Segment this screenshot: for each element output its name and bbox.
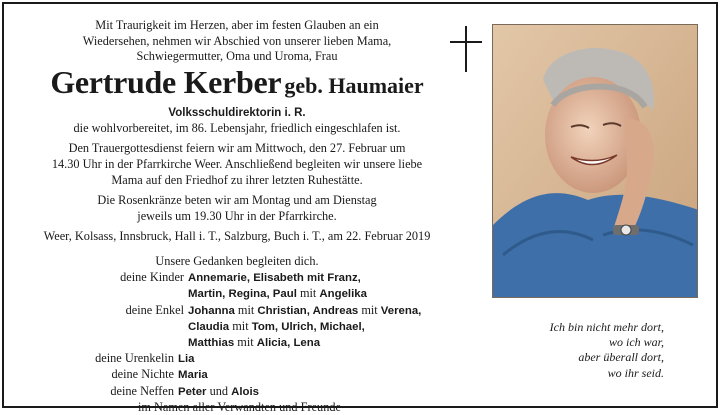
memorial-quote <box>498 320 698 381</box>
relative-names: Peter <box>178 385 207 398</box>
rosary-line: jeweils um 19.30 Uhr in der Pfarrkirche. <box>137 208 337 223</box>
place-date: Weer, Kolsass, Innsbruck, Hall i. T., Salzburg, Buch i. T., am 22. Februar 2019 <box>43 229 431 244</box>
relation-label: deine Urenkelin <box>95 351 174 366</box>
connector-text: und <box>206 383 232 398</box>
connector-text: mit <box>234 302 258 317</box>
relation-label: deine Kinder <box>120 270 184 285</box>
portrait-photo <box>492 24 698 298</box>
relation-label: deine Nichte <box>111 367 174 382</box>
relative-names: Maria <box>178 369 208 382</box>
birth-name: geb. Haumaier <box>284 72 424 98</box>
relative-names: Christian, Andreas <box>257 304 359 317</box>
list-item <box>22 335 452 351</box>
thoughts-line: Unsere Gedanken begleiten dich. <box>155 254 319 268</box>
relative-names: Lia <box>178 353 195 366</box>
list-item <box>22 286 452 302</box>
relation-label: deine Neffen <box>110 383 174 398</box>
list-item <box>22 270 452 286</box>
list-item <box>22 384 452 400</box>
connector-text: mit <box>229 318 252 333</box>
quote-line: Ich bin nicht mehr dort, <box>549 320 664 334</box>
relative-names: Martin, Regina, Paul <box>188 288 297 301</box>
deceased-name-main: Gertrude Kerber <box>50 63 282 100</box>
list-item <box>22 319 452 335</box>
intro-line: Mit Traurigkeit im Herzen, aber im festen Glauben an ein <box>95 18 379 32</box>
quote-line: aber überall dort, <box>578 350 664 365</box>
intro-line: Wiedersehen, nehmen wir Abschied von unserer lieben Mama, <box>82 33 392 48</box>
quote-line: wo ihr seid. <box>607 365 664 380</box>
relative-names: Matthias <box>188 337 235 350</box>
connector-text: mit <box>234 335 257 350</box>
funeral-line: Den Trauergottesdienst feiern wir am Mittwoch, den 27. Februar um <box>68 141 406 156</box>
relation-label: deine Enkel <box>125 302 184 317</box>
relative-names: Annemarie, Elisabeth mit Franz, <box>188 272 361 285</box>
list-item <box>22 303 452 319</box>
deceased-name <box>22 65 452 106</box>
cross-icon <box>450 26 482 72</box>
relative-names: Claudia <box>188 320 230 333</box>
quote-line: wo ich war, <box>608 335 664 350</box>
relative-names: Tom, Ulrich, Michael, <box>251 320 365 333</box>
intro-line: Schwiegermutter, Oma und Uroma, Frau <box>136 49 338 64</box>
list-item <box>22 367 452 383</box>
rosary-line: Die Rosenkränze beten wir am Montag und am Dienstag <box>97 193 377 208</box>
funeral-line: 14.30 Uhr in der Pfarrkirche Weer. Anschließend begleiten wir unsere liebe <box>51 156 423 171</box>
death-line: die wohlvorbereitet, im 86. Lebensjahr, friedlich eingeschlafen ist. <box>73 120 401 135</box>
notice-text-column <box>22 18 452 245</box>
connector-text: mit <box>358 302 381 317</box>
relative-names: Angelika <box>319 288 367 301</box>
closing-line: im Namen aller Verwandten und Freunde <box>138 399 341 414</box>
obituary-notice <box>2 2 718 414</box>
relative-names: Verena, <box>380 304 422 317</box>
relatives-list <box>22 254 452 415</box>
connector-text: mit <box>296 286 320 301</box>
funeral-line: Mama auf den Friedhof zu ihrer letzten Ruhestätte. <box>111 172 363 187</box>
relative-names: Alicia, Lena <box>256 337 321 350</box>
list-item <box>22 351 452 367</box>
relative-names: Johanna <box>188 304 235 317</box>
relative-names: Alois <box>231 385 259 398</box>
deceased-title: Volksschuldirektorin i. R. <box>168 106 306 119</box>
